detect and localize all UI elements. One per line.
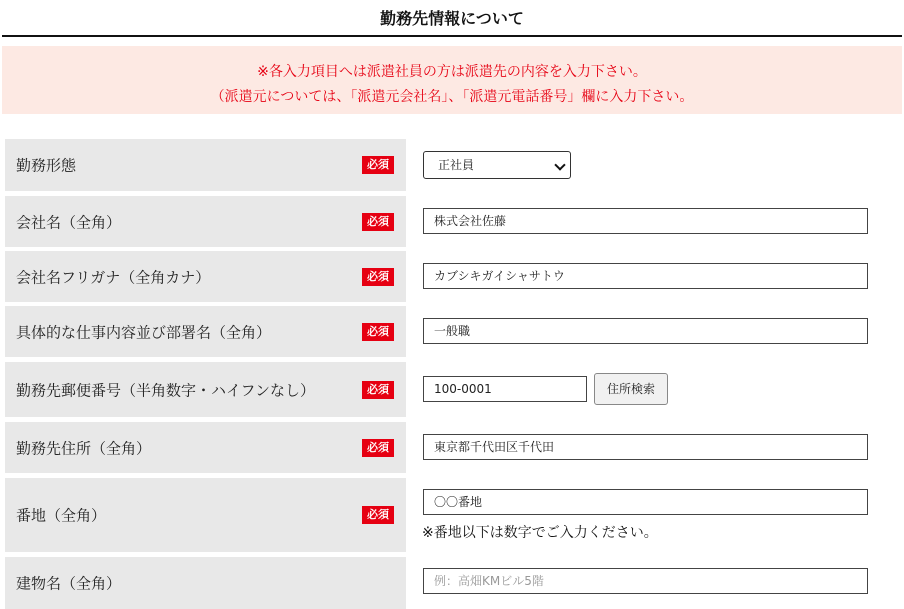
- field-label-cell: [5, 478, 406, 552]
- field-label-cell: [5, 196, 406, 247]
- address-search-button[interactable]: 住所検索: [594, 373, 668, 405]
- banchi-note: ※番地以下は数字でご入力ください。: [422, 525, 658, 541]
- chevron-down-icon: [554, 159, 565, 170]
- building-label: 建物名（全角）: [16, 574, 122, 593]
- required-badge: 必須: [362, 506, 394, 524]
- required-badge: 必須: [362, 213, 394, 231]
- field-label-cell: [5, 251, 406, 302]
- notice-line-1: ※各入力項目へは派遣社員の方は派遣先の内容を入力下さい。: [257, 64, 647, 80]
- notice-line-2: （派遣元については、「派遣元会社名」、「派遣元電話番号」欄に入力下さい。: [210, 89, 694, 105]
- employment-type-label: 勤務形態: [16, 156, 77, 175]
- company-kana-label: 会社名フリガナ（全角カナ）: [16, 268, 211, 286]
- title-divider: [2, 35, 902, 37]
- banchi-label: 番地（全角）: [16, 506, 107, 525]
- field-label-cell: [5, 306, 406, 357]
- required-badge: 必須: [362, 268, 394, 286]
- employment-type-selected-value: 正社員: [438, 158, 475, 172]
- form-row-address: [5, 422, 900, 473]
- company-kana-input[interactable]: カブシキガイシャサトウ: [423, 263, 868, 289]
- notice-box: [2, 46, 902, 114]
- section-title: 勤務先情報について: [380, 9, 524, 28]
- address-label: 勤務先住所（全角）: [16, 439, 152, 457]
- form-row-building: [5, 557, 900, 609]
- job-description-label: 具体的な仕事内容並び部署名（全角）: [16, 323, 272, 341]
- postal-code-input[interactable]: 100-0001: [423, 376, 587, 402]
- form-row-job-description: [5, 306, 900, 357]
- company-name-label: 会社名（全角）: [16, 213, 122, 231]
- required-badge: 必須: [362, 439, 394, 457]
- building-input[interactable]: 例：高畑KMビル5階: [423, 568, 868, 594]
- form-row-banchi: [5, 478, 900, 552]
- job-description-input[interactable]: 一般職: [423, 318, 868, 344]
- form-row-employment-type: [5, 139, 900, 191]
- required-badge: 必須: [362, 156, 394, 174]
- field-label-cell: [5, 139, 406, 191]
- required-badge: 必須: [362, 323, 394, 341]
- banchi-input[interactable]: 〇〇番地: [423, 489, 868, 515]
- postal-code-label: 勤務先郵便番号（半角数字・ハイフンなし）: [16, 381, 315, 399]
- field-label-cell: [5, 422, 406, 473]
- field-label-cell: [5, 362, 406, 417]
- company-name-input[interactable]: 株式会社佐藤: [423, 208, 868, 234]
- employment-type-select[interactable]: [423, 151, 571, 179]
- form-row-company-name: [5, 196, 900, 247]
- form-row-company-kana: [5, 251, 900, 302]
- form-row-postal-code: [5, 362, 900, 417]
- required-badge: 必須: [362, 381, 394, 399]
- address-input[interactable]: 東京都千代田区千代田: [423, 434, 868, 460]
- field-label-cell: [5, 557, 406, 609]
